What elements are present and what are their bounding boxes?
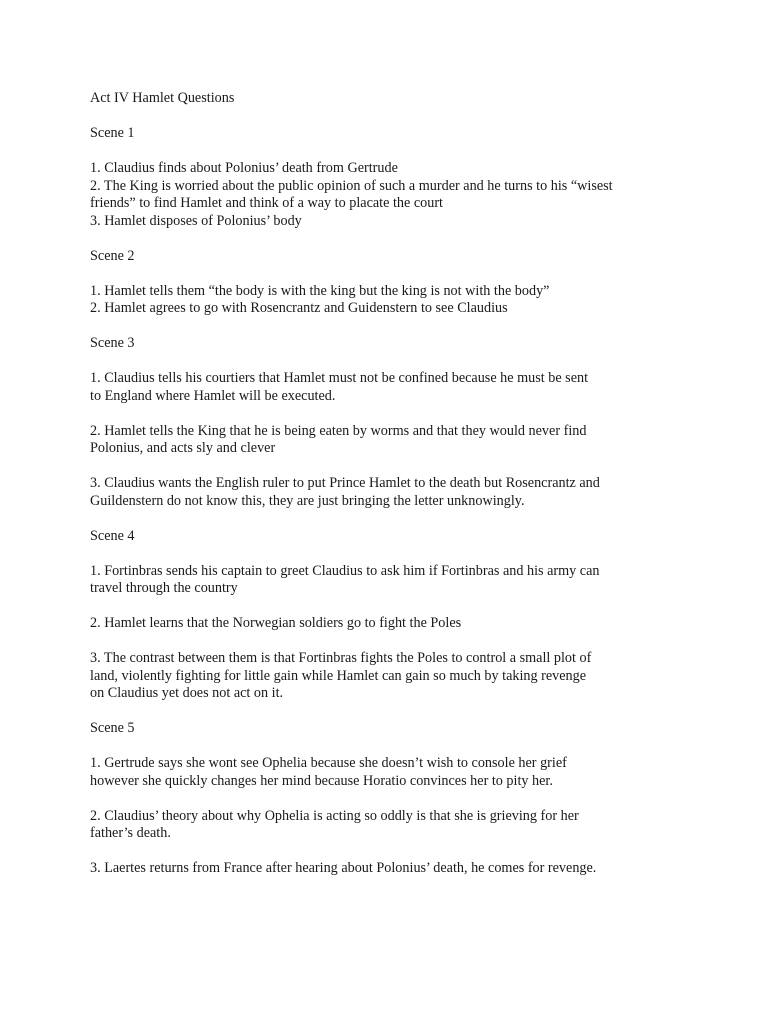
answer-line: 2. Claudius’ theory about why Ophelia is acting so oddly is that she is grieving for her	[90, 807, 579, 824]
question-answer	[90, 300, 690, 318]
document-title: Act IV Hamlet Questions	[90, 90, 235, 106]
answer-line: friends” to find Hamlet and think of a way to placate the court	[90, 195, 443, 211]
answer-line: 3. The contrast between them is that Fortinbras fights the Poles to control a small plot of	[90, 650, 592, 666]
scene-heading: Scene 4	[90, 527, 135, 544]
answer-line: 3. Claudius wants the English ruler to put Prince Hamlet to the death but Rosencrantz and	[90, 475, 600, 491]
question-answer	[90, 615, 690, 633]
scene-heading: Scene 2	[90, 247, 135, 264]
scene-heading: Scene 5	[90, 720, 135, 736]
scenes-container	[90, 125, 690, 878]
answer-line: on Claudius yet does not act on it.	[90, 685, 284, 701]
answer-line: Guildenstern do not know this, they are just bringing the letter unknowingly.	[90, 492, 525, 509]
answer-line: 2. The King is worried about the public opinion of such a murder and he turns to his “wisest	[90, 177, 613, 194]
question-answer	[90, 860, 690, 878]
answer-line: however she quickly changes her mind because Horatio convinces her to pity her.	[90, 772, 553, 789]
answer-line: 2. Hamlet learns that the Norwegian soldiers go to fight the Poles	[90, 615, 462, 631]
scene-section	[90, 248, 690, 318]
scene-heading: Scene 1	[90, 125, 135, 141]
answer-line: to England where Hamlet will be executed.	[90, 387, 336, 404]
answer-line: Polonius, and acts sly and clever	[90, 440, 276, 456]
answer-line: 1. Claudius finds about Polonius’ death from Gertrude	[90, 160, 398, 176]
question-answer	[90, 475, 690, 510]
answer-line: 2. Hamlet agrees to go with Rosencrantz and Guidenstern to see Claudius	[90, 300, 508, 316]
question-answer	[90, 650, 690, 703]
question-answer	[90, 213, 690, 231]
question-answer	[90, 808, 690, 843]
answer-line: 1. Claudius tells his courtiers that Hamlet must not be confined because he must be sent	[90, 370, 589, 386]
answer-line: 1. Gertrude says she wont see Ophelia because she doesn’t wish to console her grief	[90, 755, 567, 771]
scene-section	[90, 528, 690, 703]
answer-line: 1. Fortinbras sends his captain to greet Claudius to ask him if Fortinbras and his army can	[90, 562, 600, 579]
answer-line: father’s death.	[90, 825, 171, 841]
scene-section	[90, 720, 690, 878]
question-answer	[90, 563, 690, 598]
question-answer	[90, 423, 690, 458]
question-answer	[90, 178, 690, 213]
question-answer	[90, 283, 690, 301]
answer-line: travel through the country	[90, 580, 238, 596]
scene-section	[90, 335, 690, 510]
scene-heading: Scene 3	[90, 335, 135, 351]
answer-line: 3. Laertes returns from France after hearing about Polonius’ death, he comes for revenge.	[90, 860, 597, 876]
scene-section	[90, 125, 690, 230]
answer-line: 2. Hamlet tells the King that he is being eaten by worms and that they would never find	[90, 422, 587, 439]
answer-line: land, violently fighting for little gain while Hamlet can gain so much by taking revenge	[90, 667, 587, 684]
document-page	[90, 90, 690, 878]
answer-line: 3. Hamlet disposes of Polonius’ body	[90, 212, 302, 229]
answer-line: 1. Hamlet tells them “the body is with the king but the king is not with the body”	[90, 282, 550, 299]
question-answer	[90, 370, 690, 405]
question-answer	[90, 755, 690, 790]
question-answer	[90, 160, 690, 178]
